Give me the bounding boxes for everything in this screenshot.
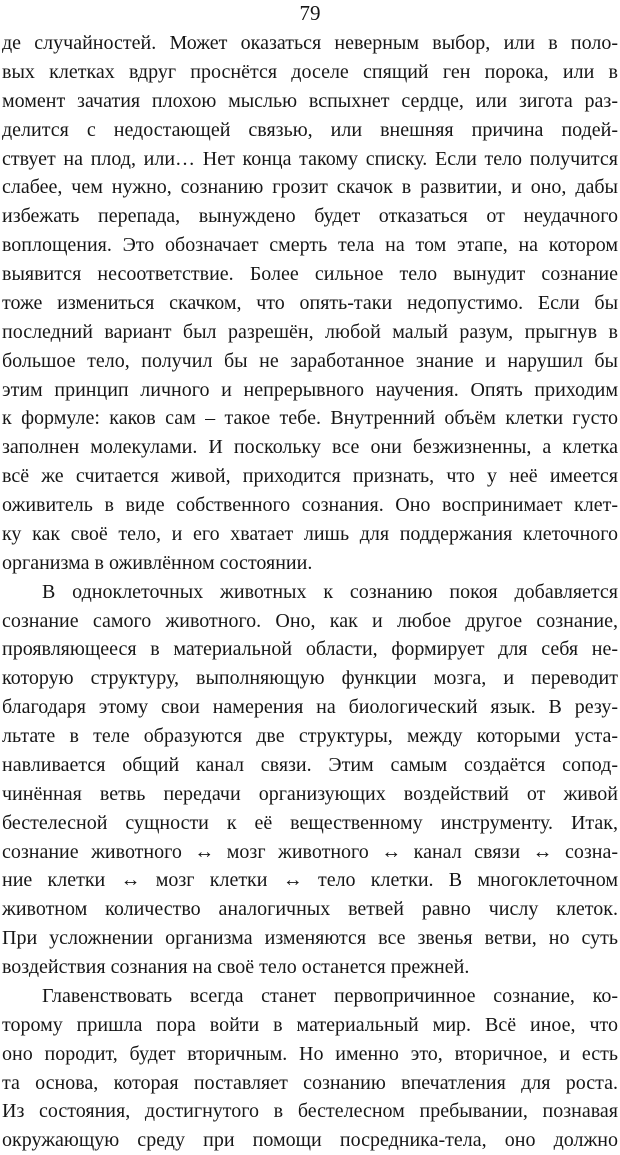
paragraph-first-line: Главенствовать всегда станет первопричинное сознание, ко- <box>42 984 618 1007</box>
text-line: животном количество аналогичных ветвей равно числу клеток. <box>2 898 618 921</box>
text-line: слабее, чем нужно, сознанию грозит скачок в развитии, и оно, дабы <box>2 176 618 199</box>
text-line: ние клетки ↔ мозг клетки ↔ тело клетки. В многоклеточном <box>2 869 618 892</box>
text-line: сознание животного ↔ мозг животного ↔ канал связи ↔ созна- <box>2 840 618 863</box>
text-line: вых клетках вдруг проснётся доселе спящий ген порока, или в <box>2 60 618 83</box>
text-line: де случайностей. Может оказаться неверным выбор, или в поло- <box>2 32 618 54</box>
paragraph-last-line: воздействия сознания на своё тело останется прежней. <box>2 956 470 978</box>
text-line: которую структуру, выполняющую функции мозга, и переводит <box>2 667 618 690</box>
text-line: окружающую среду при помощи посредника-тела, оно должно <box>2 1129 618 1152</box>
text-line: ку как своё тело, и его хватает лишь для поддержания клеточного <box>2 522 618 545</box>
paragraph-first-line: В одноклеточных животных к сознанию покоя добавляется <box>42 580 618 603</box>
text-line: бестелесной сущности к её вещественному инструменту. Итак, <box>2 811 618 834</box>
text-line: момент зачатия плохою мыслью вспыхнет сердце, или зигота раз- <box>2 89 618 112</box>
page-number: 79 <box>299 1 321 25</box>
text-line: та основа, которая поставляет сознанию впечатления для роста. <box>2 1071 618 1094</box>
text-line: благодаря этому свои намерения на биологический язык. В резу- <box>2 696 618 719</box>
text-line: заполнен молекулами. И поскольку все они безжизненны, а клетка <box>2 436 618 459</box>
text-line: всё же считается живой, приходится признать, что у неё имеется <box>2 465 618 488</box>
text-line: воплощения. Это обозначает смерть тела на том этапе, на котором <box>2 234 618 257</box>
text-line: избежать перепада, вынуждено будет отказаться от неудачного <box>2 205 618 228</box>
text-line: тоже измениться скачком, что опять-таки недопустимо. Если бы <box>2 291 618 314</box>
text-line: оно породит, будет вторичным. Но именно это, вторичное, и есть <box>2 1042 618 1065</box>
text-line: Из состояния, достигнутого в бестелесном пребывании, познавая <box>2 1100 618 1123</box>
text-line: проявляющееся в материальной области, формирует для себя не- <box>2 638 618 661</box>
text-line: ствует на плод, или… Нет конца такому списку. Если тело получится <box>2 147 618 170</box>
text-line: оживитель в виде собственного сознания. Оно воспринимает клет- <box>2 494 618 516</box>
text-line: льтате в теле образуются две структуры, между которыми уста- <box>2 725 618 747</box>
text-line: к формуле: каков сам – такое тебе. Внутренний объём клетки густо <box>2 407 618 430</box>
text-line: выявится несоответствие. Более сильное тело вынудит сознание <box>2 263 618 285</box>
text-line: торому пришла пора войти в материальный мир. Всё иное, что <box>2 1013 618 1036</box>
paragraph-last-line: организма в оживлённом состоянии. <box>2 551 313 574</box>
text-line: большое тело, получил бы не заработанное знание и нарушил бы <box>2 349 618 372</box>
text-line: чинённая ветвь передачи организующих воздействий от живой <box>2 782 618 805</box>
body-text <box>2 29 618 1155</box>
text-line: сознание самого животного. Оно, как и любое другое сознание, <box>2 609 618 632</box>
text-line: последний вариант был разрешён, любой малый разум, прыгнув в <box>2 320 618 343</box>
text-line: делится с недостающей связью, или внешняя причина подей- <box>2 118 618 141</box>
text-line: этим принцип личного и непрерывного научения. Опять приходим <box>2 378 618 401</box>
text-line: навливается общий канал связи. Этим самым создаётся сопод- <box>2 753 618 776</box>
text-line: При усложнении организма изменяются все звенья ветви, но суть <box>2 927 618 950</box>
